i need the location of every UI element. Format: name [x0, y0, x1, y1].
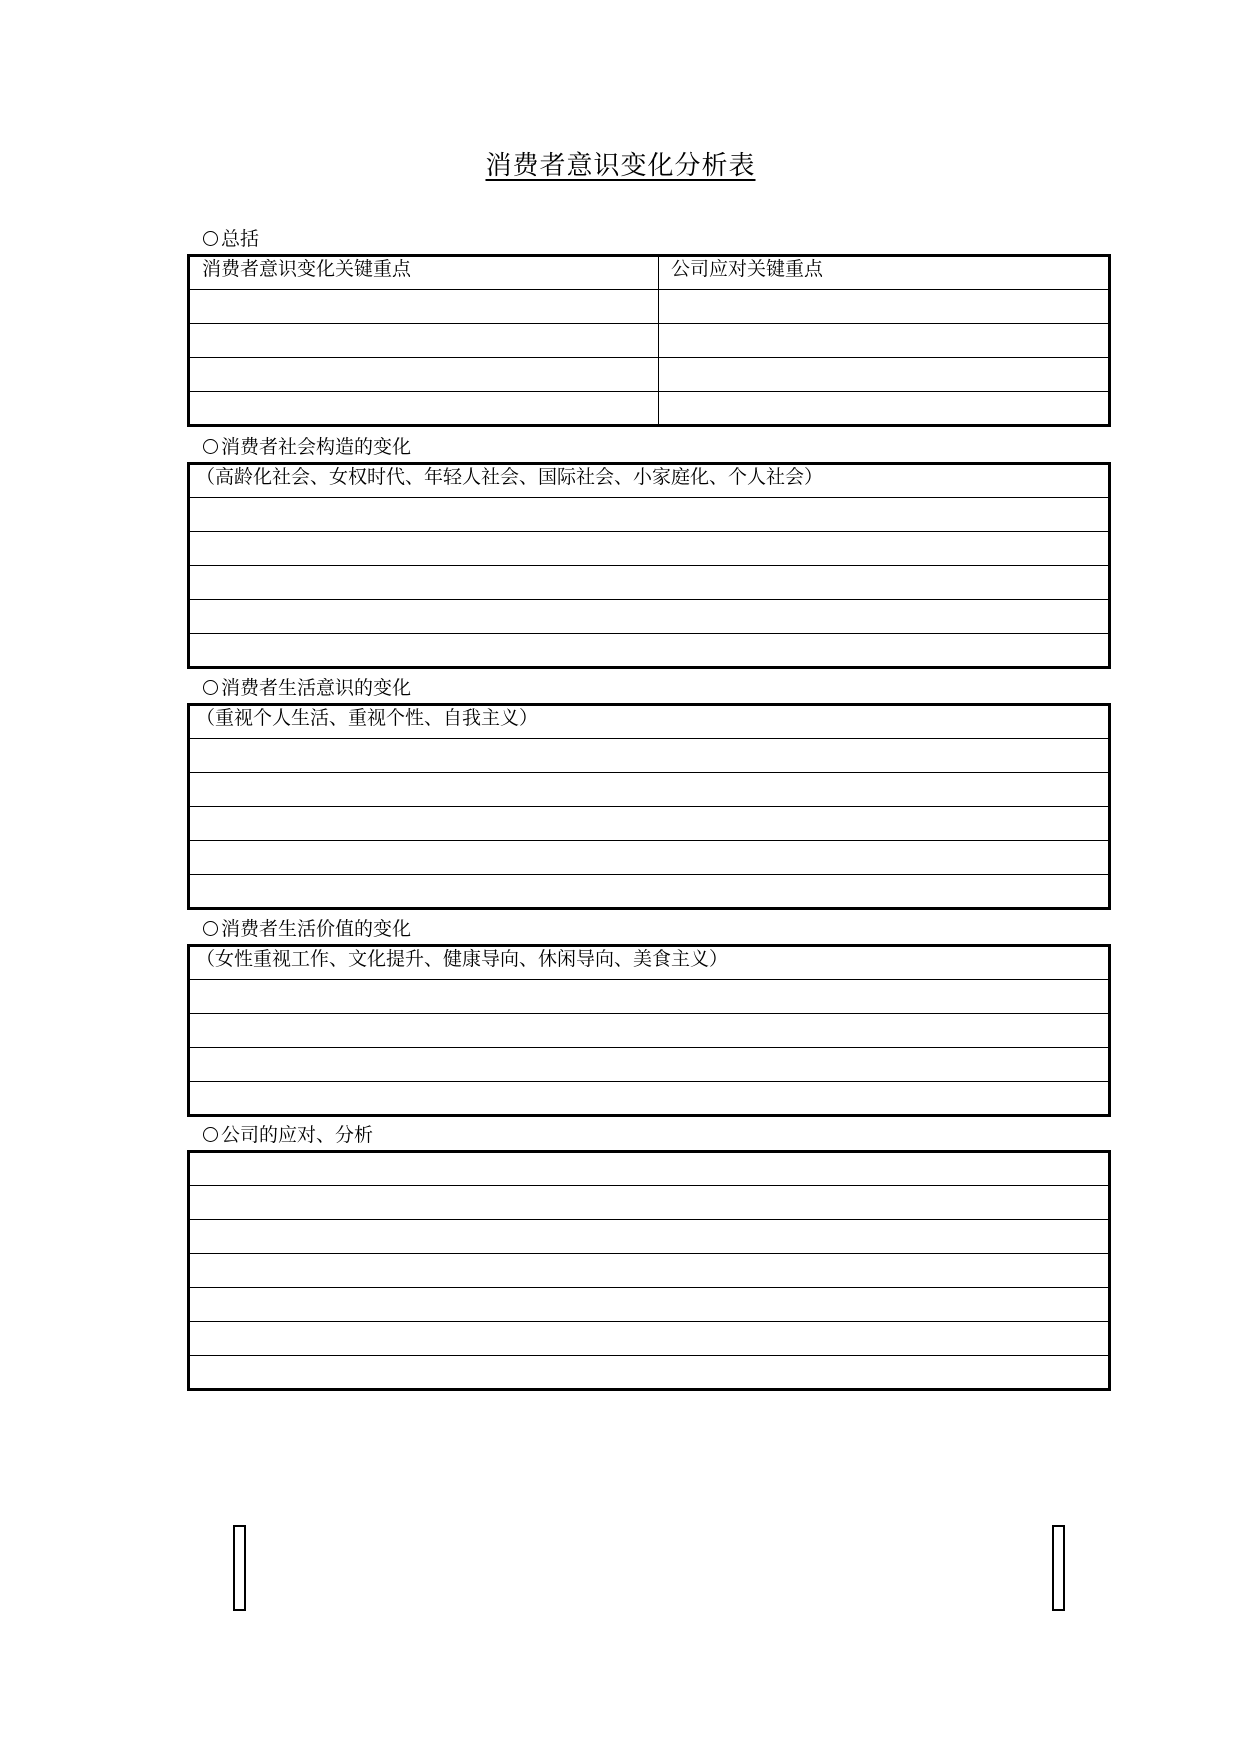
social-structure-row [189, 532, 1110, 566]
summary-col1-cell[interactable] [189, 290, 659, 324]
page-title-text: 消费者意识变化分析表 [485, 151, 756, 181]
life-awareness-cell[interactable] [189, 739, 1110, 773]
life-values-cell[interactable] [189, 1048, 1110, 1082]
summary-row [189, 324, 1110, 358]
summary-col2-cell[interactable] [659, 392, 1110, 426]
social-structure-table [187, 462, 1111, 669]
life-awareness-row [189, 875, 1110, 909]
company-response-row [189, 1152, 1110, 1186]
company-response-cell[interactable] [189, 1220, 1110, 1254]
life-values-cell[interactable] [189, 1014, 1110, 1048]
circle-bullet-icon [203, 921, 218, 936]
life-values-row [189, 980, 1110, 1014]
summary-row [189, 358, 1110, 392]
life-awareness-cell[interactable] [189, 875, 1110, 909]
company-response-row [189, 1356, 1110, 1390]
summary-col1-cell[interactable] [189, 358, 659, 392]
life-awareness-row [189, 841, 1110, 875]
section-company-response-label-text: 公司的应对、分析 [221, 1124, 374, 1146]
company-response-table [187, 1150, 1111, 1391]
company-response-row [189, 1186, 1110, 1220]
summary-row [189, 290, 1110, 324]
circle-bullet-icon [203, 680, 218, 695]
social-structure-hint: （高龄化社会、女权时代、年轻人社会、国际社会、小家庭化、个人社会） [189, 464, 1110, 498]
summary-col2-cell[interactable] [659, 324, 1110, 358]
company-response-cell[interactable] [189, 1254, 1110, 1288]
summary-col2-cell[interactable] [659, 290, 1110, 324]
company-response-row [189, 1254, 1110, 1288]
section-summary-label-text: 总括 [221, 228, 260, 250]
company-response-row [189, 1322, 1110, 1356]
life-awareness-hint: （重视个人生活、重视个性、自我主义） [189, 705, 1110, 739]
section-life-values-label-text: 消费者生活价值的变化 [221, 918, 412, 940]
section-summary-label [203, 227, 259, 251]
social-structure-row [189, 634, 1110, 668]
summary-row [189, 392, 1110, 426]
company-response-row [189, 1220, 1110, 1254]
section-social-structure-label-text: 消费者社会构造的变化 [221, 436, 412, 458]
social-structure-cell[interactable] [189, 634, 1110, 668]
life-values-row [189, 1014, 1110, 1048]
summary-table [187, 254, 1111, 427]
company-response-row [189, 1288, 1110, 1322]
company-response-cell[interactable] [189, 1152, 1110, 1186]
social-structure-row [189, 600, 1110, 634]
life-awareness-row [189, 807, 1110, 841]
life-awareness-cell[interactable] [189, 807, 1110, 841]
life-awareness-hint-row [189, 705, 1110, 739]
life-values-table [187, 944, 1111, 1117]
circle-bullet-icon [203, 439, 218, 454]
life-values-cell[interactable] [189, 980, 1110, 1014]
social-structure-cell[interactable] [189, 498, 1110, 532]
page-title [0, 150, 1241, 182]
circle-bullet-icon [203, 231, 218, 246]
social-structure-row [189, 566, 1110, 600]
section-social-structure-label [203, 435, 411, 459]
company-response-cell[interactable] [189, 1356, 1110, 1390]
summary-header-row [189, 256, 1110, 290]
life-values-row [189, 1048, 1110, 1082]
life-awareness-row [189, 739, 1110, 773]
social-structure-cell[interactable] [189, 566, 1110, 600]
circle-bullet-icon [203, 1127, 218, 1142]
summary-col1-header: 消费者意识变化关键重点 [189, 256, 659, 290]
summary-col2-cell[interactable] [659, 358, 1110, 392]
life-values-row [189, 1082, 1110, 1116]
company-response-cell[interactable] [189, 1322, 1110, 1356]
left-corner-box [233, 1525, 246, 1611]
section-life-awareness-label-text: 消费者生活意识的变化 [221, 677, 412, 699]
life-awareness-cell[interactable] [189, 773, 1110, 807]
company-response-cell[interactable] [189, 1186, 1110, 1220]
summary-col1-cell[interactable] [189, 392, 659, 426]
life-awareness-table [187, 703, 1111, 910]
summary-col1-cell[interactable] [189, 324, 659, 358]
social-structure-hint-row [189, 464, 1110, 498]
life-values-hint: （女性重视工作、文化提升、健康导向、休闲导向、美食主义） [189, 946, 1110, 980]
section-life-awareness-label [203, 676, 411, 700]
section-life-values-label [203, 917, 411, 941]
social-structure-row [189, 498, 1110, 532]
right-corner-box [1052, 1525, 1065, 1611]
life-values-cell[interactable] [189, 1082, 1110, 1116]
company-response-cell[interactable] [189, 1288, 1110, 1322]
section-company-response-label [203, 1123, 373, 1147]
summary-col2-header: 公司应对关键重点 [659, 256, 1110, 290]
life-awareness-row [189, 773, 1110, 807]
life-awareness-cell[interactable] [189, 841, 1110, 875]
social-structure-cell[interactable] [189, 532, 1110, 566]
life-values-hint-row [189, 946, 1110, 980]
social-structure-cell[interactable] [189, 600, 1110, 634]
